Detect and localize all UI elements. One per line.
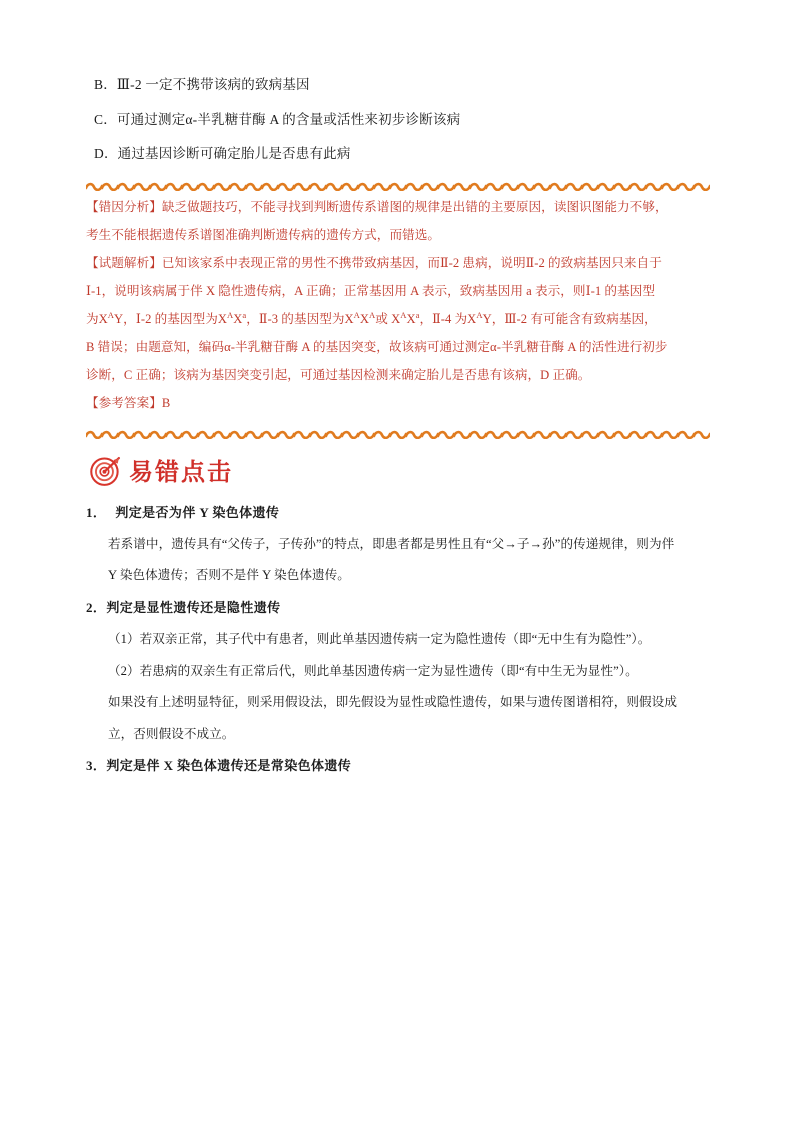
target-dartboard-icon [88, 453, 126, 492]
genotype-sup-4: A [353, 309, 360, 320]
analysis-line-6: B 错误；由题意知，编码α-半乳糖苷酶 A 的基因突变，故该病可通过测定α-半乳糖苷酶 A 的活性进行初步 [86, 339, 668, 354]
wavy-divider-bottom [86, 430, 710, 439]
genotype-mid-1: Y，Ⅰ-2 的基因型为X [114, 311, 227, 326]
genotype-sup-1: A [107, 309, 115, 320]
option-d [86, 147, 710, 161]
analysis-line-7: 诊断，C 正确；该病为基因突变引起，可通过基因检测来确定胎儿是否患有该病，D 正确。 [86, 368, 591, 383]
genotype-sup-2: A [227, 309, 234, 320]
option-b [86, 78, 710, 92]
point-2-body-line-3: 如果没有上述明显特征，则采用假设法，即先假设为显性或隐性遗传，如果与遗传图谱相符，则假设成 [108, 695, 677, 710]
section-title: 易错点击 [129, 458, 233, 487]
point-2-body-line-2: （2）若患病的双亲生有正常后代，则此单基因遗传病一定为显性遗传（即“有中生无为显性”）。 [108, 663, 638, 678]
genotype-mid-4: X [359, 311, 370, 326]
content-column [86, 78, 710, 791]
wavy-divider-top [86, 182, 710, 191]
point-2-title: 判定是显性遗传还是隐性遗传 [106, 599, 281, 615]
option-b-label: B． [94, 77, 117, 92]
analysis-line-3: 【试题解析】已知该家系中表现正常的男性不携带致病基因，而Ⅱ-2 患病，说明Ⅱ-2 的致病基因只来自于 [86, 255, 662, 270]
analysis-genotype-line [86, 309, 710, 326]
genotype-mid-7: ，Ⅱ-4 为X [419, 311, 477, 326]
point-1-body-line-2: Y 染色体遗传；否则不是伴 Y 染色体遗传。 [108, 568, 350, 583]
option-c-label: C． [94, 111, 117, 127]
analysis-answer-line: 【参考答案】B [86, 396, 171, 411]
genotype-sup-3: a [242, 309, 247, 320]
option-d-label: D． [94, 146, 118, 161]
genotype-suffix: Y，Ⅲ-2 有可能含有致病基因， [482, 311, 657, 326]
point-1-heading [86, 506, 710, 519]
point-2-heading [86, 601, 710, 614]
point-3-heading [86, 759, 710, 772]
genotype-mid-5: 或 X [375, 311, 401, 326]
point-3-title: 判定是伴 X 染色体遗传还是常染色体遗传 [106, 758, 352, 774]
analysis-line-1: 【错因分析】缺乏做题技巧，不能寻找到判断遗传系谱图的规律是出错的主要原因，读图识图能力不够， [86, 199, 668, 214]
points-list [86, 506, 710, 773]
point-2-number: 2． [86, 599, 107, 615]
genotype-sup-7: a [415, 309, 420, 320]
option-c [86, 113, 710, 127]
genotype-prefix: 为X [86, 311, 108, 326]
point-1-number: 1． [86, 504, 107, 520]
option-b-text: Ⅲ-2 一定不携带该病的致病基因 [116, 77, 310, 92]
analysis-line-4: Ⅰ-1，说明该病属于伴 X 隐性遗传病，A 正确；正常基因用 A 表示，致病基因用 a 表示，则Ⅰ-1 的基因型 [86, 283, 655, 298]
point-3-number: 3． [86, 758, 107, 774]
genotype-sup-5: A [369, 309, 376, 320]
point-1-body-line-1: 若系谱中，遗传具有“父传子，子传孙”的特点，即患者都是男性且有“父→子→孙”的传递规律，则为伴 [108, 536, 675, 551]
option-d-text: 通过基因诊断可确定胎儿是否患有此病 [117, 146, 351, 161]
genotype-mid-3: ，Ⅱ-3 的基因型为X [246, 311, 354, 326]
analysis-block [86, 201, 710, 410]
point-2-body-line-1: （1）若双亲正常，其子代中有患者，则此单基因遗传病一定为隐性遗传（即“无中生有为隐性”）。 [108, 631, 651, 646]
genotype-mid-2: X [233, 311, 243, 326]
option-c-text: 可通过测定α-半乳糖苷酶 A 的含量或活性来初步诊断该病 [116, 111, 461, 127]
genotype-sup-6: A [400, 309, 407, 320]
point-2-body-line-4: 立，否则假设不成立。 [108, 726, 235, 741]
analysis-line-2: 考生不能根据遗传系谱图准确判断遗传病的遗传方式，而错选。 [86, 227, 441, 242]
genotype-mid-6: X [406, 311, 416, 326]
genotype-sup-8: A [476, 309, 483, 320]
options-list [86, 78, 710, 161]
section-heading [86, 453, 710, 492]
point-1-title: 判定是否为伴 Y 染色体遗传 [115, 504, 280, 520]
